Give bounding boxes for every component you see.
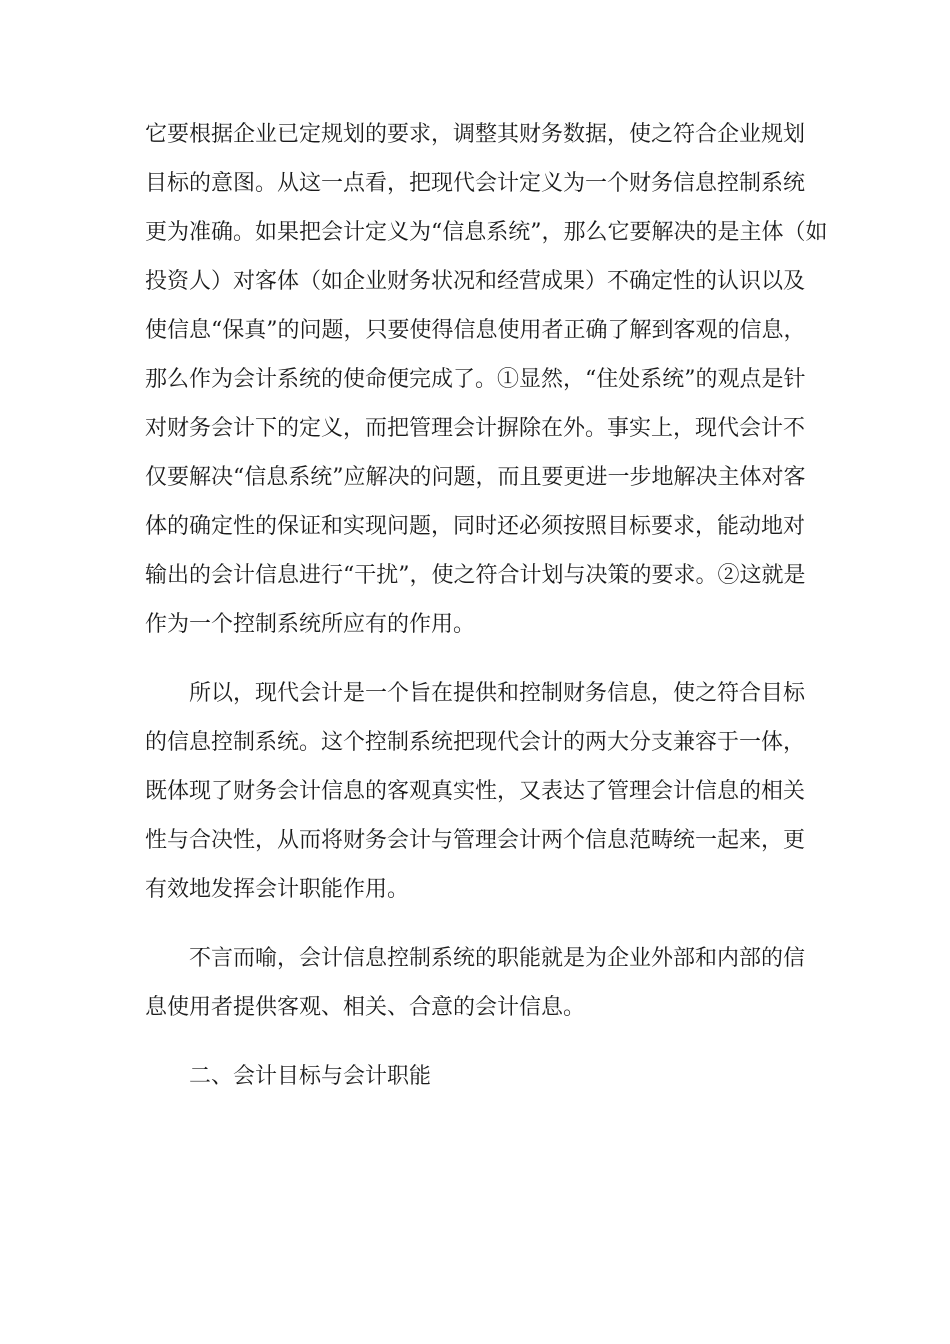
text-line: 不言而喻，会计信息控制系统的职能就是为企业外部和内部的信 (189, 946, 806, 971)
text-line: 输出的会计信息进行“干扰”，使之符合计划与决策的要求。②这就是 (145, 563, 806, 588)
text-line: 作为一个控制系统所应有的作用。 (145, 612, 476, 637)
text-line: 有效地发挥会计职能作用。 (145, 877, 410, 902)
text-line: 的信息控制系统。这个控制系统把现代会计的两大分支兼容于一体， (145, 730, 806, 755)
text-line: 它要根据企业已定规划的要求，调整其财务数据，使之符合企业规划 (145, 122, 806, 147)
document-body (145, 110, 828, 1101)
heading-line: 二、会计目标与会计职能 (189, 1064, 432, 1089)
text-line: 仅要解决“信息系统”应解决的问题，而且要更进一步地解决主体对客 (145, 465, 806, 490)
text-line: 那么作为会计系统的使命便完成了。①显然，“住处系统”的观点是针 (145, 367, 806, 392)
text-line: 既体现了财务会计信息的客观真实性，又表达了管理会计信息的相关 (145, 779, 806, 804)
text-line: 投资人）对客体（如企业财务状况和经营成果）不确定性的认识以及 (145, 269, 806, 294)
paragraph-3 (145, 934, 807, 1032)
text-line: 息使用者提供客观、相关、合意的会计信息。 (145, 995, 586, 1020)
text-line: 对财务会计下的定义，而把管理会计摒除在外。事实上，现代会计不 (145, 416, 806, 441)
paragraph-2 (145, 669, 807, 914)
text-line: 性与合决性，从而将财务会计与管理会计两个信息范畴统一起来，更 (145, 828, 806, 853)
text-line: 更为准确。如果把会计定义为“信息系统”，那么它要解决的是主体（如 (145, 220, 828, 245)
text-line: 体的确定性的保证和实现问题，同时还必须按照目标要求，能动地对 (145, 514, 806, 539)
text-line: 目标的意图。从这一点看，把现代会计定义为一个财务信息控制系统 (145, 171, 806, 196)
paragraph-1 (145, 110, 828, 649)
text-line: 所以，现代会计是一个旨在提供和控制财务信息，使之符合目标 (189, 681, 806, 706)
section-heading (145, 1052, 807, 1101)
text-line: 使信息“保真”的问题，只要使得信息使用者正确了解到客观的信息， (145, 318, 806, 343)
